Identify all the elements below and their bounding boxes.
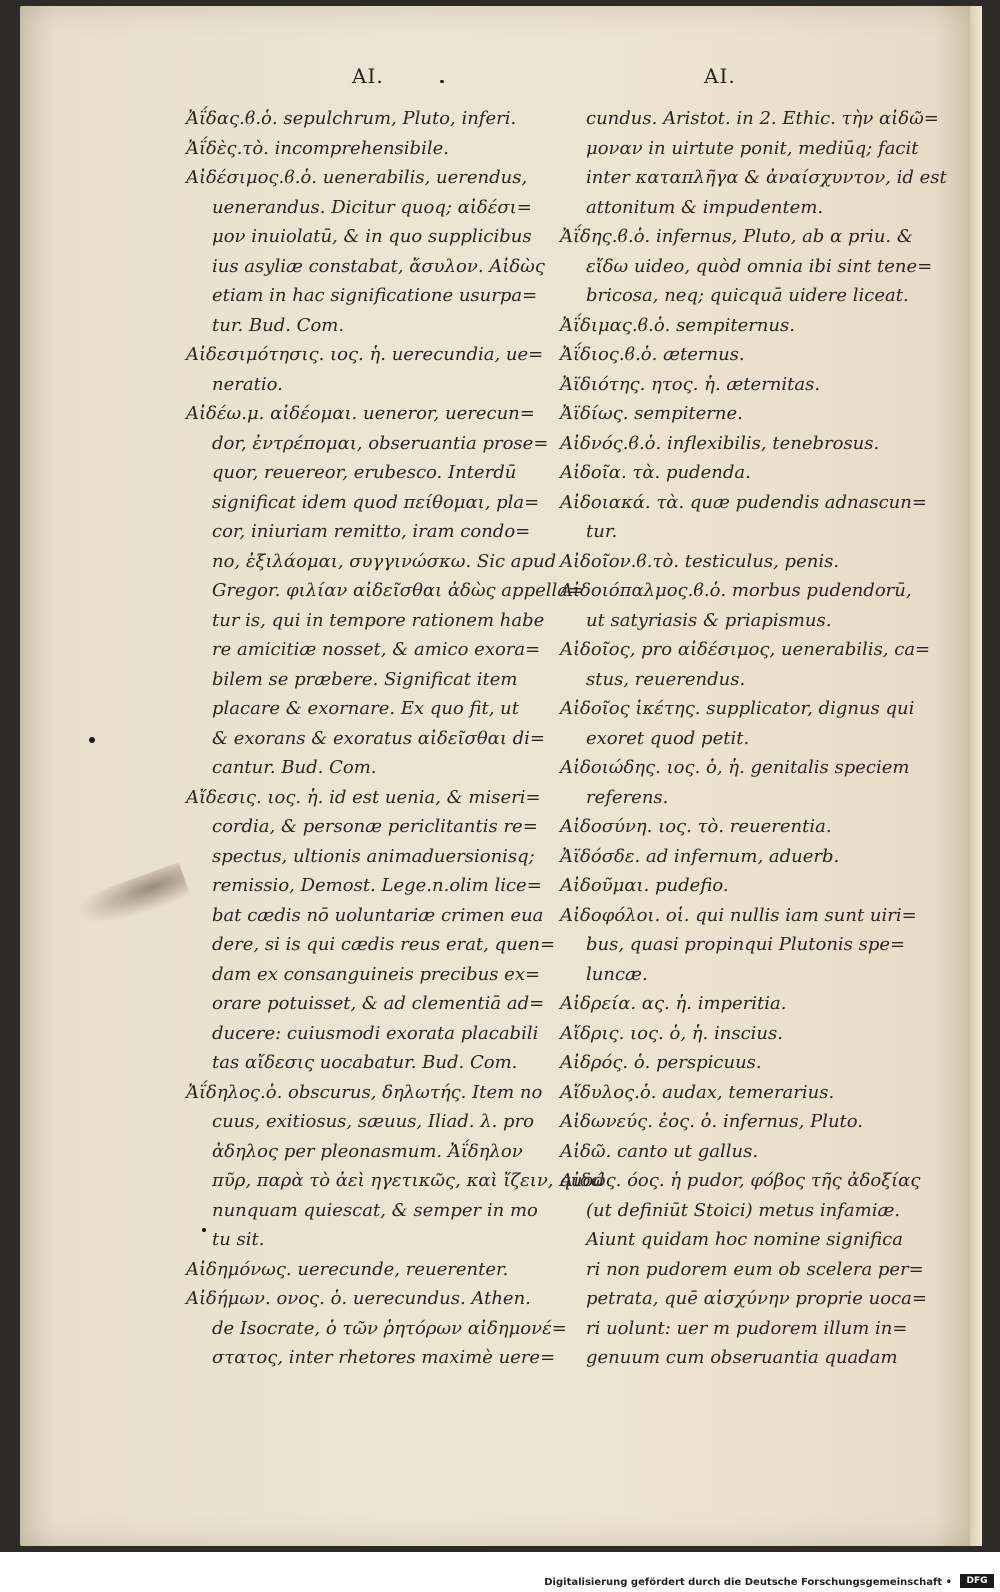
dictionary-entry-line: Αἰδοῖος, pro αἰδέσιμος, uenerabilis, ca= bbox=[560, 639, 931, 660]
dictionary-entry-line: Αἴδυλος.ὁ. audax, temerarius. bbox=[560, 1081, 835, 1103]
entry-continuation-line: μον inuiolatū, & in quo supplicibus bbox=[212, 226, 532, 247]
entry-continuation-line: ius asyliæ constabat, ἄσυλον. Αἰδὼς bbox=[212, 255, 545, 277]
entry-continuation-line: spectus, ultionis animaduersionisq; bbox=[212, 845, 535, 867]
dictionary-entry-line: Αἰδοιακά. τὰ. quæ pudendis adnascun= bbox=[560, 491, 927, 513]
entry-continuation-line: ri uolunt: uer m pudorem illum in= bbox=[586, 1317, 908, 1339]
entry-continuation-line: dere, si is qui cædis reus erat, quen= bbox=[212, 934, 556, 955]
entry-continuation-line: uenerandus. Dicitur quoq; αἰδέσι= bbox=[212, 196, 532, 218]
entry-continuation-line: nunquam quiescat, & semper in mo bbox=[212, 1199, 538, 1221]
entry-continuation-line: tur. Bud. Com. bbox=[212, 314, 345, 336]
entry-continuation-line: petrata, quē αἰσχύνην proprie uoca= bbox=[586, 1288, 927, 1309]
dictionary-entry-line: Αἰδρεία. ας. ἡ. imperitia. bbox=[560, 993, 787, 1014]
entry-continuation-line: bilem se præbere. Significat item bbox=[212, 668, 518, 690]
entry-continuation-line: ri non pudorem eum ob scelera per= bbox=[586, 1258, 924, 1280]
dfg-logo: DFG bbox=[960, 1574, 994, 1588]
entry-continuation-line: stus, reuerendus. bbox=[586, 668, 746, 690]
entry-continuation-line: bricosa, neq; quicquā uidere liceat. bbox=[586, 285, 909, 306]
entry-continuation-line: cor, iniuriam remitto, iram condo= bbox=[212, 521, 531, 542]
entry-continuation-line: luncæ. bbox=[586, 963, 648, 985]
entry-continuation-line: placare & exornare. Ex quo fit, ut bbox=[212, 698, 520, 719]
entry-continuation-line: bat cædis nō uoluntariæ crimen eua bbox=[212, 904, 544, 926]
entry-continuation-line: Aiunt quidam hoc nomine significa bbox=[586, 1229, 903, 1250]
dictionary-entry-line: Αἰδέω.μ. αἰδέομαι. ueneror, uerecun= bbox=[186, 403, 535, 424]
running-header-left: AI. bbox=[352, 64, 384, 88]
entry-continuation-line: orare potuisset, & ad clementiā ad= bbox=[212, 993, 545, 1014]
dictionary-entry-line: Αἰδοιόπαλμος.ϐ.ὁ. morbus pudendorū, bbox=[560, 580, 912, 601]
entry-continuation-line: bus, quasi propinqui Plutonis spe= bbox=[586, 934, 906, 955]
dictionary-entry-line: Αἰδοφόλοι. οἱ. qui nullis iam sunt uiri= bbox=[560, 904, 917, 926]
dictionary-entry-line: Αἰδήμων. ονος. ὁ. uerecundus. Athen. bbox=[186, 1288, 531, 1309]
entry-continuation-line: tur is, qui in tempore rationem habe bbox=[212, 609, 545, 631]
entry-continuation-line: genuum cum obseruantia quadam bbox=[586, 1347, 898, 1368]
entry-continuation-line: Gregor. φιλίαν αἰδεῖσθαι ἀδὼς appella= bbox=[212, 580, 584, 601]
dictionary-entry-line: Ἀΐδιμας.ϐ.ὁ. sempiternus. bbox=[560, 314, 795, 336]
dictionary-entry-line: Αἰδοσύνη. ιος. τὸ. reuerentia. bbox=[560, 816, 832, 837]
dictionary-entry-line: Αἰδοῖος ἱκέτης. supplicator, dignus qui bbox=[560, 698, 915, 719]
page-edge bbox=[970, 6, 982, 1546]
dictionary-entry-line: Αἰδέσιμος.ϐ.ὁ. uenerabilis, uerendus, bbox=[186, 167, 528, 188]
dictionary-entry-line: Αἰδημόνως. uerecunde, reuerenter. bbox=[186, 1258, 509, 1280]
entry-continuation-line: ἀδηλος per pleonasmum. Ἀΐδηλον bbox=[212, 1140, 523, 1162]
left-column bbox=[186, 104, 605, 1373]
entry-continuation-line: dor, ἐντρέπομαι, obseruantia prose= bbox=[212, 432, 549, 454]
entry-continuation-line: dam ex consanguineis precibus ex= bbox=[212, 963, 541, 985]
print-mark bbox=[440, 80, 444, 83]
entry-continuation-line: cuus, exitiosus, sæuus, Iliad. λ. pro bbox=[212, 1111, 535, 1132]
dictionary-entry-line: Αἰδοῖον.ϐ.τὸ. testiculus, penis. bbox=[560, 550, 840, 572]
dictionary-entry-line: Αἰδωνεύς. ἐος. ὁ. infernus, Pluto. bbox=[560, 1111, 864, 1132]
dictionary-entry-line: Ἀϊδιότης. ητος. ἡ. æternitas. bbox=[560, 373, 821, 395]
entry-continuation-line: significat idem quod πείθομαι, pla= bbox=[212, 491, 540, 513]
digitization-credit: Digitalisierung gefördert durch die Deutsche Forschungsgemeinschaft • bbox=[544, 1577, 952, 1588]
entry-continuation-line: neratio. bbox=[212, 373, 283, 395]
dictionary-entry-line: Ἀΐδηλος.ὁ. obscurus, δηλωτής. Item no bbox=[186, 1081, 543, 1103]
dictionary-entry-line: Αἰδοιώδης. ιος. ὁ, ἡ. genitalis speciem bbox=[560, 757, 910, 778]
entry-continuation-line: πῦρ, παρὰ τὸ ἀεὶ ηγετικῶς, καὶ ἴζειν, quod bbox=[212, 1170, 605, 1191]
dictionary-entry-line: Αἰδεσιμότησις. ιος. ἡ. uerecundia, ue= bbox=[186, 344, 544, 365]
dictionary-entry-line: Αἰδοῦμαι. pudefio. bbox=[560, 875, 729, 896]
entry-continuation-line: tas αἴδεσις uocabatur. Bud. Com. bbox=[212, 1052, 518, 1073]
dictionary-entry-line: Ἀϊδίως. sempiterne. bbox=[560, 403, 743, 424]
dictionary-entry-line: Ἀΐδης.ϐ.ὁ. infernus, Pluto, ab α priu. & bbox=[560, 226, 913, 247]
right-column bbox=[560, 104, 947, 1373]
entry-continuation-line: re amicitiæ nosset, & amico exora= bbox=[212, 639, 541, 660]
dictionary-entry-line: Αἰδώς. όος. ἡ pudor, φόβος τῆς ἀδοξίας bbox=[560, 1170, 921, 1191]
entry-continuation-line: (ut definiūt Stoici) metus infamiæ. bbox=[586, 1199, 901, 1221]
ink-dot bbox=[89, 737, 95, 743]
entry-continuation-line: cundus. Aristot. in 2. Ethic. τὴν αἰδῶ= bbox=[586, 108, 939, 129]
entry-continuation-line: εἴδω uideo, quòd omnia ibi sint tene= bbox=[586, 255, 933, 277]
entry-continuation-line: & exorans & exoratus αἰδεῖσθαι di= bbox=[212, 727, 545, 749]
entry-continuation-line: inter καταπλῆγα & ἀναίσχυντον, id est bbox=[586, 167, 947, 188]
entry-continuation-line: στατος, inter rhetores maximè uere= bbox=[212, 1347, 556, 1368]
dictionary-entry-line: Ἀΐδιος.ϐ.ὁ. æternus. bbox=[560, 344, 745, 365]
dictionary-entry-line: Ἀΐδας.ϐ.ὁ. sepulchrum, Pluto, inferi. bbox=[186, 108, 517, 129]
dictionary-entry-line: Αἴδρις. ιος. ὁ, ἡ. inscius. bbox=[560, 1022, 783, 1044]
entry-continuation-line: de Isocrate, ὁ τῶν ῥητόρων αἰδημονέ= bbox=[212, 1317, 567, 1339]
entry-continuation-line: ut satyriasis & priapismus. bbox=[586, 609, 832, 631]
entry-continuation-line: quor, reuereor, erubesco. Interdū bbox=[212, 462, 517, 483]
dictionary-entry-line: Αἴδεσις. ιος. ἡ. id est uenia, & miseri= bbox=[186, 786, 541, 808]
dictionary-entry-line: Αἰδῶ. canto ut gallus. bbox=[560, 1140, 759, 1162]
entry-continuation-line: no, ἐξιλάομαι, συγγινώσκω. Sic apud bbox=[212, 550, 557, 572]
dictionary-entry-line: Αἰδοῖα. τὰ. pudenda. bbox=[560, 462, 751, 483]
entry-continuation-line: tu sit. bbox=[212, 1229, 265, 1250]
entry-continuation-line: ducere: cuiusmodi exorata placabili bbox=[212, 1022, 539, 1044]
entry-continuation-line: cantur. Bud. Com. bbox=[212, 757, 377, 778]
dictionary-entry-line: Ἀϊδόσδε. ad infernum, aduerb. bbox=[560, 845, 840, 867]
entry-continuation-line: attonitum & impudentem. bbox=[586, 196, 824, 218]
entry-continuation-line: μοναν in uirtute ponit, mediūq; facit bbox=[586, 137, 919, 159]
entry-continuation-line: remissio, Demost. Lege.n.olim lice= bbox=[212, 875, 542, 896]
entry-continuation-line: exoret quod petit. bbox=[586, 727, 750, 749]
entry-continuation-line: referens. bbox=[586, 786, 669, 808]
dictionary-entry-line: Αἰδρός. ὁ. perspicuus. bbox=[560, 1052, 762, 1073]
dictionary-entry-line: Αἰδνός.ϐ.ὁ. inflexibilis, tenebrosus. bbox=[560, 432, 880, 454]
dictionary-entry-line: Ἀΐδὲς.τὸ. incomprehensibile. bbox=[186, 137, 449, 159]
entry-continuation-line: cordia, & personæ periclitantis re= bbox=[212, 816, 538, 837]
entry-continuation-line: tur. bbox=[586, 521, 618, 542]
entry-continuation-line: etiam in hac significatione usurpa= bbox=[212, 285, 538, 306]
running-header-right: AI. bbox=[704, 64, 736, 88]
